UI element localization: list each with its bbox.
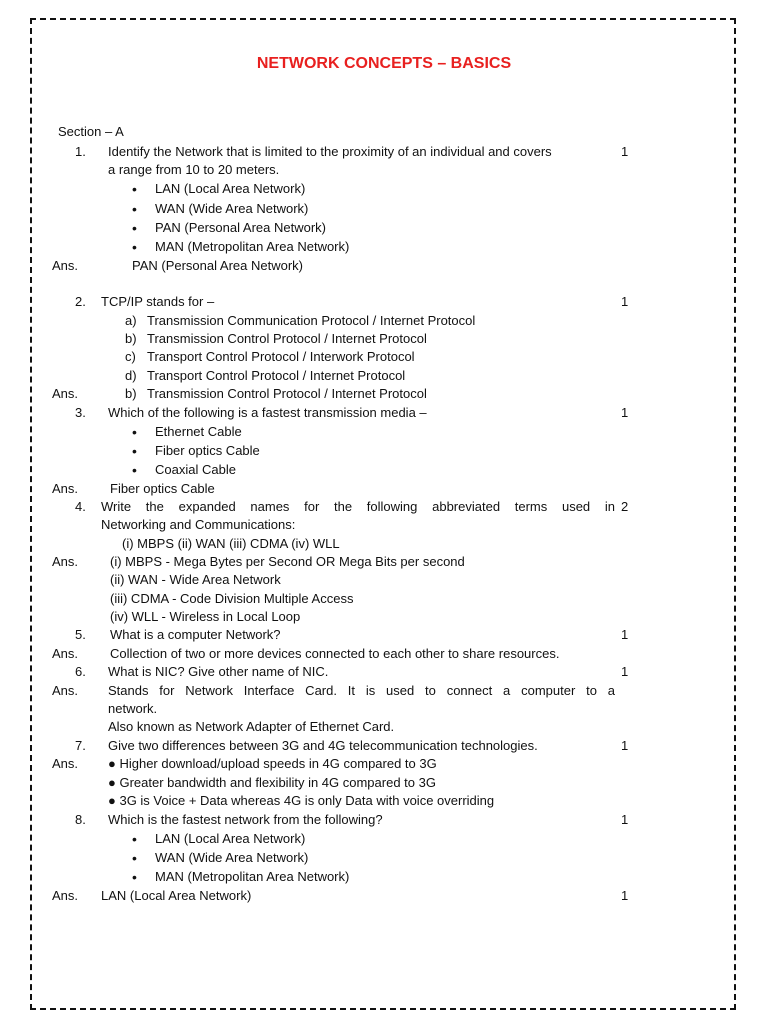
answer-label: Ans. (52, 888, 79, 903)
option-label: d) (125, 368, 137, 383)
answer-text: Fiber optics Cable (110, 481, 215, 496)
option-item: • Coaxial Cable (155, 461, 236, 479)
question-number: 8. (75, 812, 86, 827)
answer-label: Ans. (52, 258, 79, 273)
answer-text: ● 3G is Voice + Data whereas 4G is only Data with voice overriding (108, 793, 495, 808)
answer-label: Ans. (52, 481, 79, 496)
option-item: Transmission Communication Protocol / Internet Protocol (147, 313, 476, 328)
answer-text: network. (108, 701, 158, 716)
question-marks: 1 (621, 738, 629, 753)
question-marks: 1 (621, 144, 629, 159)
question-number: 6. (75, 664, 86, 679)
question-number: 1. (75, 144, 86, 159)
option-item: Transport Control Protocol / Interwork Protocol (147, 349, 415, 364)
page-title: NETWORK CONCEPTS – BASICS (256, 55, 512, 72)
question-text: (i) MBPS (ii) WAN (iii) CDMA (iv) WLL (122, 536, 340, 551)
question-marks: 1 (621, 405, 629, 420)
answer-text: LAN (Local Area Network) (101, 888, 252, 903)
question-text: Write the expanded names for the following abbreviated terms used in (101, 499, 615, 514)
answer-label: Ans. (52, 683, 79, 698)
answer-text: Also known as Network Adapter of Ethernet Card. (108, 719, 395, 734)
question-marks: 2 (621, 499, 629, 514)
section-heading: Section – A (58, 124, 124, 139)
question-text: Which is the fastest network from the following? (108, 812, 383, 827)
answer-text: (iv) WLL - Wireless in Local Loop (110, 609, 301, 624)
option-item: • MAN (Metropolitan Area Network) (155, 238, 349, 256)
question-number: 2. (75, 294, 86, 309)
option-item: • Ethernet Cable (155, 423, 242, 441)
option-item: • Fiber optics Cable (155, 442, 260, 460)
question-number: 5. (75, 627, 86, 642)
option-item: Transport Control Protocol / Internet Protocol (147, 368, 406, 383)
option-item: • MAN (Metropolitan Area Network) (155, 868, 349, 886)
option-item: • WAN (Wide Area Network) (155, 849, 308, 867)
answer-option-label: b) (125, 386, 137, 401)
option-item: • PAN (Personal Area Network) (155, 219, 326, 237)
question-marks: 1 (621, 812, 629, 827)
option-item: • LAN (Local Area Network) (155, 180, 305, 198)
answer-text: (ii) WAN - Wide Area Network (110, 572, 281, 587)
question-number: 4. (75, 499, 86, 514)
question-text: Which of the following is a fastest transmission media – (108, 405, 427, 420)
answer-text: ● Greater bandwidth and flexibility in 4G compared to 3G (108, 775, 436, 790)
answer-text: ● Higher download/upload speeds in 4G compared to 3G (108, 756, 437, 771)
answer-label: Ans. (52, 756, 79, 771)
answer-text: (iii) CDMA - Code Division Multiple Access (110, 591, 354, 606)
question-text: TCP/IP stands for – (101, 294, 215, 309)
question-text: Give two differences between 3G and 4G telecommunication technologies. (108, 738, 538, 753)
answer-text: Collection of two or more devices connected to each other to share resources. (110, 646, 560, 661)
option-item: Transmission Control Protocol / Internet Protocol (147, 331, 427, 346)
option-label: a) (125, 313, 137, 328)
question-text: Identify the Network that is limited to the proximity of an individual and covers (108, 144, 552, 159)
option-item: • WAN (Wide Area Network) (155, 200, 308, 218)
answer-label: Ans. (52, 646, 79, 661)
answer-text: (i) MBPS - Mega Bytes per Second OR Mega Bits per second (110, 554, 465, 569)
question-marks: 1 (621, 888, 629, 903)
answer-label: Ans. (52, 386, 79, 401)
answer-text: PAN (Personal Area Network) (132, 258, 303, 273)
answer-text: Transmission Control Protocol / Internet Protocol (147, 386, 427, 401)
question-text: What is a computer Network? (110, 627, 281, 642)
option-label: c) (125, 349, 136, 364)
question-text: Networking and Communications: (101, 517, 296, 532)
question-number: 7. (75, 738, 86, 753)
answer-label: Ans. (52, 554, 79, 569)
question-text: a range from 10 to 20 meters. (108, 162, 280, 177)
question-text: What is NIC? Give other name of NIC. (108, 664, 329, 679)
answer-text: Stands for Network Interface Card. It is used to connect a computer to a (108, 683, 615, 698)
question-number: 3. (75, 405, 86, 420)
question-marks: 1 (621, 627, 629, 642)
option-label: b) (125, 331, 137, 346)
question-marks: 1 (621, 294, 629, 309)
option-item: • LAN (Local Area Network) (155, 830, 305, 848)
question-marks: 1 (621, 664, 629, 679)
